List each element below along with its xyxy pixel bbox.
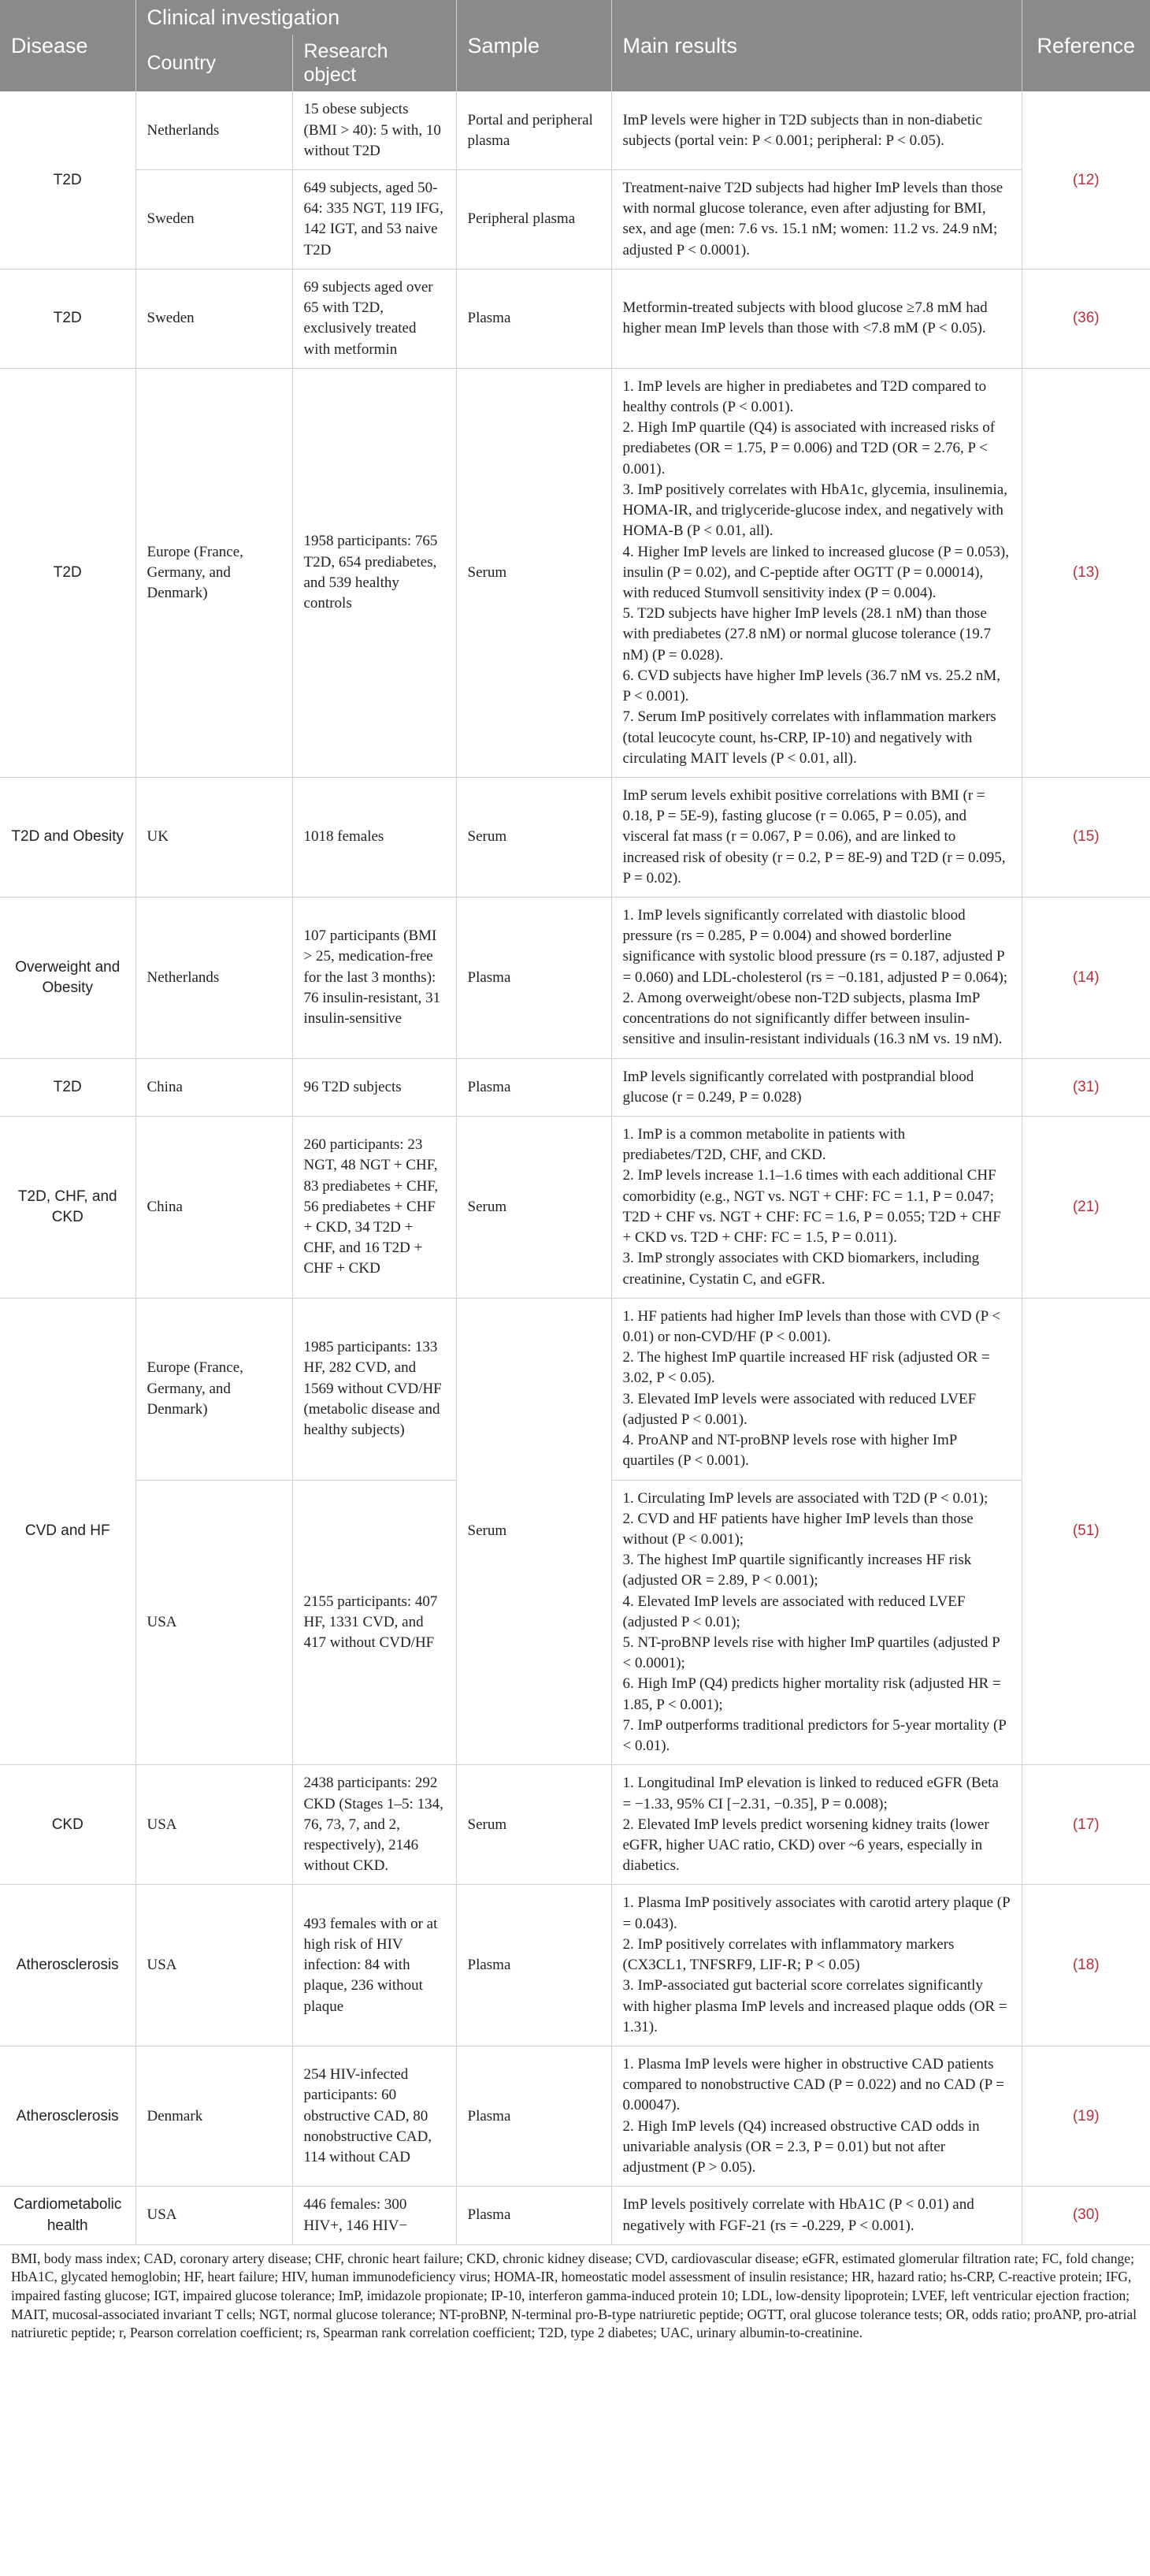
disease-cell: Atherosclerosis	[0, 1885, 135, 2046]
result-item: 2. Among overweight/obese non-T2D subjects, plasma ImP concentrations do not significantly differ between insulin-sensitive and insulin-resistant individuals (16.3 nM vs. 19 nM).	[622, 989, 1003, 1048]
research-object-cell: 1018 females	[292, 777, 456, 897]
research-object-cell: 15 obese subjects (BMI > 40): 5 with, 10 without T2D	[292, 91, 456, 169]
result-item: 1. ImP levels are higher in prediabetes and T2D compared to healthy controls (P < 0.001).	[622, 377, 987, 416]
result-item: 1. Longitudinal ImP elevation is linked to reduced eGFR (Beta = −1.33, 95% CI [−2.31, −0.35], P = 0.008);	[622, 1775, 999, 1812]
header-reference: Reference	[1022, 0, 1150, 91]
result-item: 2. High ImP quartile (Q4) is associated with increased risks of prediabetes (OR = 1.75, P = 0.006) and T2D (OR = 2.76, P < 0.001).	[622, 419, 996, 478]
disease-cell: Cardiometabolic health	[0, 2187, 135, 2244]
reference-cell[interactable]: (19)	[1022, 2046, 1150, 2186]
result-item: 2. ImP positively correlates with inflammatory markers (CX3CL1, TNFSRF9, LIF-R; P < 0.05)	[622, 1935, 955, 1974]
reference-cell[interactable]: (51)	[1022, 1298, 1150, 1765]
result-item: ImP levels significantly correlated with postprandial blood glucose (r = 0.249, P = 0.028)	[622, 1068, 974, 1106]
main-results-cell	[611, 269, 1022, 368]
result-item: 3. ImP strongly associates with CKD biomarkers, including creatinine, Cystatin C, and eGFR.	[622, 1250, 980, 1288]
table-row	[0, 2046, 1150, 2186]
country-cell: USA	[135, 1885, 292, 2046]
research-object-cell: 260 participants: 23 NGT, 48 NGT + CHF, 83 prediabetes + CHF, 56 prediabetes + CHF + CKD, 34 T2D + CHF, and 16 T2D + CHF + CKD	[292, 1117, 456, 1299]
main-results-cell	[611, 1885, 1022, 2046]
reference-cell[interactable]: (18)	[1022, 1885, 1150, 2046]
result-item: 6. CVD subjects have higher ImP levels (36.7 nM vs. 25.2 nM, P < 0.001).	[622, 667, 1001, 705]
result-item: 5. NT-proBNP levels rise with higher ImP quartiles (adjusted P < 0.0001);	[622, 1634, 1000, 1672]
result-item: 2. High ImP levels (Q4) increased obstructive CAD odds in univariable analysis (OR = 2.3, P = 0.01) but not after adjustment (P > 0.05).	[622, 2117, 980, 2176]
disease-cell: T2D	[0, 91, 135, 269]
disease-cell: T2D	[0, 1058, 135, 1116]
result-item: 5. T2D subjects have higher ImP levels (28.1 nM) than those with prediabetes (27.8 nM) or normal glucose tolerance (19.7 nM) (P = 0.028).	[622, 605, 991, 664]
disease-cell: CKD	[0, 1765, 135, 1885]
sample-cell: Serum	[456, 777, 611, 897]
result-item: 1. ImP is a common metabolite in patients with prediabetes/T2D, CHF, and CKD.	[622, 1126, 906, 1164]
country-cell: Netherlands	[135, 91, 292, 169]
research-object-cell: 649 subjects, aged 50-64: 335 NGT, 119 IFG, 142 IGT, and 53 naive T2D	[292, 170, 456, 269]
sample-cell: Serum	[456, 368, 611, 777]
disease-cell: T2D	[0, 368, 135, 777]
sample-cell: Plasma	[456, 269, 611, 368]
reference-cell[interactable]: (14)	[1022, 898, 1150, 1059]
country-cell: Denmark	[135, 2046, 292, 2186]
disease-cell: T2D, CHF, and CKD	[0, 1117, 135, 1299]
country-cell: Sweden	[135, 170, 292, 269]
table-footnote: BMI, body mass index; CAD, coronary artery disease; CHF, chronic heart failure; CKD, chronic kidney disease; CVD, cardiovascular disease; eGFR, estimated glomerular filtration rate; FC, fold change; HbA1C, glycated hemoglobin; HF, heart failure; HIV, human immunodeficiency virus; HOMA-IR, homeostatic model assessment of insulin resistance; HR, hazard ratio; hs-CRP, C-reactive protein; IFG, impaired fasting glucose; IGT, impaired glucose tolerance; ImP, imidazole propionate; IP-10, interferon gamma-induced protein 10; LDL, low-density lipoprotein; LVEF, left ventricular ejection fraction; MAIT, mucosal-associated invariant T cells; NGT, normal glucose tolerance; NT-proBNP, N-terminal pro-B-type natriuretic peptide; OGTT, oral glucose tolerance tests; OR, odds ratio; proANP, pro-atrial natriuretic peptide; r, Pearson correlation coefficient; rs, Spearman rank correlation coefficient; T2D, type 2 diabetes; UAC, urinary albumin-to-creatinine.	[11, 2250, 1137, 2341]
table-row	[0, 170, 1150, 269]
country-cell: Sweden	[135, 269, 292, 368]
research-object-cell: 493 females with or at high risk of HIV infection: 84 with plaque, 236 without plaque	[292, 1885, 456, 2046]
disease-cell: CVD and HF	[0, 1298, 135, 1765]
result-item: 3. The highest ImP quartile significantly increases HF risk (adjusted OR = 2.89, P < 0.001);	[622, 1552, 972, 1589]
result-item: Metformin-treated subjects with blood glucose ≥7.8 mM had higher mean ImP levels than those with <7.8 mM (P < 0.05).	[622, 299, 988, 337]
main-results-cell	[611, 2046, 1022, 2186]
result-item: 2. Elevated ImP levels predict worsening kidney traits (lower eGFR, higher UAC ratio, CKD) over ~6 years, especially in diabetics.	[622, 1816, 989, 1875]
table-row	[0, 2187, 1150, 2244]
country-cell: China	[135, 1117, 292, 1299]
reference-cell[interactable]: (36)	[1022, 269, 1150, 368]
result-item: ImP levels positively correlate with HbA1C (P < 0.01) and negatively with FGF-21 (rs = -0.229, P < 0.001).	[622, 2196, 974, 2234]
sample-cell: Serum	[456, 1117, 611, 1299]
result-item: 3. Elevated ImP levels were associated with reduced LVEF (adjusted P < 0.001).	[622, 1390, 977, 1428]
main-results-cell	[611, 1117, 1022, 1299]
sample-cell: Plasma	[456, 1885, 611, 2046]
result-item: 1. Circulating ImP levels are associated with T2D (P < 0.01);	[622, 1489, 989, 1507]
sample-cell: Plasma	[456, 898, 611, 1059]
result-item: Treatment-naive T2D subjects had higher ImP levels than those with normal glucose tolerance, even after adjusting for BMI, sex, and age (men: 7.6 vs. 15.1 nM; women: 11.2 vs. 24.9 nM; adjusted P < 0.0001).	[622, 180, 1003, 258]
disease-cell: T2D and Obesity	[0, 777, 135, 897]
sample-cell: Serum	[456, 1298, 611, 1765]
disease-cell: T2D	[0, 269, 135, 368]
sample-cell: Plasma	[456, 1058, 611, 1116]
country-cell: Netherlands	[135, 898, 292, 1059]
research-object-cell: 1958 participants: 765 T2D, 654 prediabetes, and 539 healthy controls	[292, 368, 456, 777]
reference-cell[interactable]: (31)	[1022, 1058, 1150, 1116]
result-item: 6. High ImP (Q4) predicts higher mortality risk (adjusted HR = 1.85, P < 0.001);	[622, 1675, 1001, 1713]
disease-cell: Overweight and Obesity	[0, 898, 135, 1059]
result-item: 4. Elevated ImP levels are associated with reduced LVEF (adjusted P < 0.01);	[622, 1593, 966, 1630]
country-cell: Europe (France, Germany, and Denmark)	[135, 1298, 292, 1480]
research-object-cell: 1985 participants: 133 HF, 282 CVD, and 1569 without CVD/HF (metabolic disease and healthy subjects)	[292, 1298, 456, 1480]
table-row	[0, 1885, 1150, 2046]
main-results-cell	[611, 368, 1022, 777]
table-body	[0, 91, 1150, 2244]
table-row	[0, 1298, 1150, 1480]
result-item: 1. Plasma ImP positively associates with carotid artery plaque (P = 0.043).	[622, 1894, 1010, 1932]
table-row	[0, 1765, 1150, 1885]
reference-cell[interactable]: (21)	[1022, 1117, 1150, 1299]
reference-cell[interactable]: (15)	[1022, 777, 1150, 897]
header-clinical-investigation: Clinical investigation	[135, 0, 456, 35]
sample-cell: Peripheral plasma	[456, 170, 611, 269]
reference-cell[interactable]: (17)	[1022, 1765, 1150, 1885]
header-research-object: Research object	[292, 35, 456, 91]
main-results-cell	[611, 898, 1022, 1059]
main-results-cell	[611, 2187, 1022, 2244]
main-results-cell	[611, 1480, 1022, 1765]
result-item: 7. ImP outperforms traditional predictors for 5-year mortality (P < 0.01).	[622, 1716, 1007, 1755]
result-item: 2. The highest ImP quartile increased HF risk (adjusted OR = 3.02, P < 0.05).	[622, 1349, 990, 1387]
reference-cell[interactable]: (12)	[1022, 91, 1150, 269]
research-object-cell: 69 subjects aged over 65 with T2D, exclusively treated with metformin	[292, 269, 456, 368]
table-row	[0, 1117, 1150, 1299]
research-object-cell: 446 females: 300 HIV+, 146 HIV−	[292, 2187, 456, 2244]
table-row	[0, 368, 1150, 777]
result-item: 1. Plasma ImP levels were higher in obstructive CAD patients compared to nonobstructive CAD (P = 0.022) and no CAD (P = 0.00047).	[622, 2055, 1004, 2114]
main-results-cell	[611, 1298, 1022, 1480]
country-cell: USA	[135, 1765, 292, 1885]
header-disease: Disease	[0, 0, 135, 91]
research-object-cell: 2438 participants: 292 CKD (Stages 1–5: 134, 76, 73, 7, and 2, respectively), 2146 without CKD.	[292, 1765, 456, 1885]
sample-cell: Plasma	[456, 2187, 611, 2244]
research-object-cell: 107 participants (BMI > 25, medication-free for the last 3 months): 76 insulin-resistant, 31 insulin-sensitive	[292, 898, 456, 1059]
country-cell: USA	[135, 2187, 292, 2244]
country-cell: Europe (France, Germany, and Denmark)	[135, 368, 292, 777]
table-row	[0, 777, 1150, 897]
table-header	[0, 0, 1150, 91]
result-item: 7. Serum ImP positively correlates with inflammation markers (total leucocyte count, hs-CRP, IP-10) and negatively with circulating MAIT levels (P < 0.01, all).	[622, 708, 996, 767]
country-cell: USA	[135, 1480, 292, 1765]
header-sample: Sample	[456, 0, 611, 91]
research-object-cell: 2155 participants: 407 HF, 1331 CVD, and 417 without CVD/HF	[292, 1480, 456, 1765]
research-object-cell: 254 HIV-infected participants: 60 obstructive CAD, 80 nonobstructive CAD, 114 without CAD	[292, 2046, 456, 2186]
country-cell: China	[135, 1058, 292, 1116]
country-cell: UK	[135, 777, 292, 897]
sample-cell: Portal and peripheral plasma	[456, 91, 611, 169]
table-row	[0, 898, 1150, 1059]
result-item: 4. ProANP and NT-proBNP levels rose with higher ImP quartiles (P < 0.001).	[622, 1432, 957, 1470]
table-row	[0, 91, 1150, 169]
result-item: 1. ImP levels significantly correlated with diastolic blood pressure (rs = 0.285, P = 0.004) and showed borderline significance with systolic blood pressure (rs = 0.187, adjusted P = 0.060) and LDL-cholesterol (rs = −0.181, adjusted P = 0.064);	[622, 907, 1008, 986]
sample-cell: Serum	[456, 1765, 611, 1885]
disease-cell: Atherosclerosis	[0, 2046, 135, 2186]
header-main-results: Main results	[611, 0, 1022, 91]
result-item: 3. ImP-associated gut bacterial score correlates significantly with higher plasma ImP levels and increased plaque odds (OR = 1.31).	[622, 1977, 1007, 2035]
main-results-cell	[611, 777, 1022, 897]
main-results-cell	[611, 1058, 1022, 1116]
result-item: ImP levels were higher in T2D subjects than in non-diabetic subjects (portal vein: P < 0.001; peripheral: P < 0.05).	[622, 111, 982, 149]
result-item: 1. HF patients had higher ImP levels than those with CVD (P < 0.01) or non-CVD/HF (P < 0.001).	[622, 1307, 1001, 1345]
main-results-cell	[611, 1765, 1022, 1885]
table-row	[0, 1058, 1150, 1116]
sample-cell: Plasma	[456, 2046, 611, 2186]
main-results-cell	[611, 170, 1022, 269]
main-results-cell	[611, 91, 1022, 169]
result-item: 3. ImP positively correlates with HbA1c, glycemia, insulinemia, HOMA-IR, and triglyceride-glucose index, and negatively with HOMA-B (P < 0.01, all).	[622, 481, 1007, 540]
header-country: Country	[135, 35, 292, 91]
table-row	[0, 269, 1150, 368]
result-item: 4. Higher ImP levels are linked to increased glucose (P = 0.053), insulin (P = 0.02), and C-peptide after OGTT (P = 0.00014), with reduced Stumvoll sensitivity index (P = 0.004).	[622, 543, 1010, 601]
reference-cell[interactable]: (13)	[1022, 368, 1150, 777]
result-item: ImP serum levels exhibit positive correlations with BMI (r = 0.18, P = 5E-9), fasting glucose (r = 0.065, P = 0.05), and visceral fat mass (r = 0.067, P = 0.06), and are linked to increased risk of obesity (r = 0.2, P = 8E-9) and T2D (r = 0.095, P = 0.02).	[622, 786, 1006, 887]
result-item: 2. CVD and HF patients have higher ImP levels than those without (P < 0.001);	[622, 1510, 974, 1548]
research-object-cell: 96 T2D subjects	[292, 1058, 456, 1116]
reference-cell[interactable]: (30)	[1022, 2187, 1150, 2244]
result-item: 2. ImP levels increase 1.1–1.6 times with each additional CHF comorbidity (e.g., NGT vs. NGT + CHF: FC = 1.1, P = 0.047; T2D + CHF vs. NGT + CHF: FC = 1.6, P = 0.055; T2D + CHF + CKD vs. T2D + CHF: FC = 1.5, P = 0.011).	[622, 1167, 1001, 1247]
